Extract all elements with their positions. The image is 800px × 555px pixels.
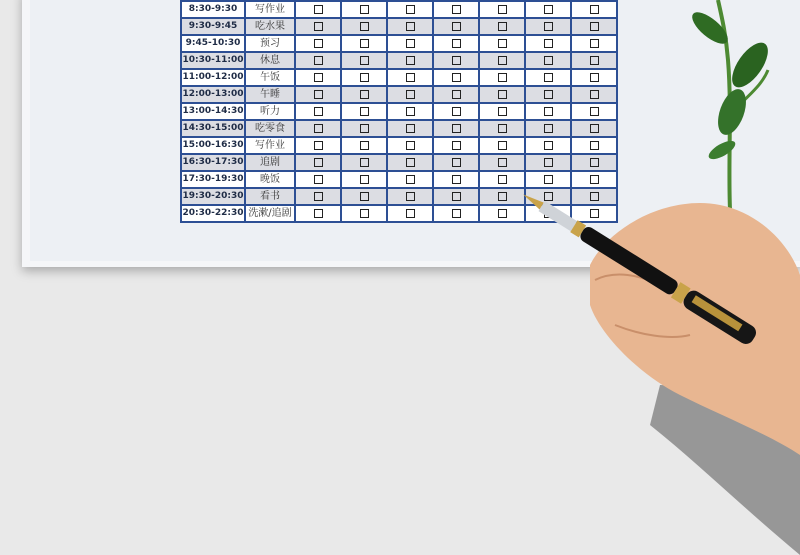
checkbox-cell [571,154,617,171]
checkbox[interactable] [452,124,461,133]
checkbox[interactable] [544,90,553,99]
checkbox[interactable] [452,22,461,31]
checkbox[interactable] [360,209,369,218]
checkbox[interactable] [452,192,461,201]
checkbox-cell [525,120,571,137]
checkbox[interactable] [360,5,369,14]
checkbox-cell [479,154,525,171]
checkbox-cell [341,205,387,222]
checkbox-cell [387,86,433,103]
checkbox-cell [387,103,433,120]
checkbox-cell [387,35,433,52]
checkbox-cell [479,52,525,69]
checkbox[interactable] [452,73,461,82]
checkbox-cell [433,205,479,222]
checkbox-cell [571,120,617,137]
time-cell: 10:30-11:00 [181,52,245,69]
checkbox[interactable] [406,56,415,65]
time-cell: 9:30-9:45 [181,18,245,35]
checkbox-cell [295,69,341,86]
checkbox-cell [571,52,617,69]
checkbox[interactable] [360,107,369,116]
checkbox[interactable] [406,90,415,99]
checkbox[interactable] [544,39,553,48]
checkbox[interactable] [498,107,507,116]
checkbox-cell [571,69,617,86]
table-row [181,35,617,52]
checkbox[interactable] [452,107,461,116]
checkbox-cell [433,1,479,18]
checkbox-cell [295,1,341,18]
checkbox-cell [387,154,433,171]
activity-cell: 午饭 [245,69,295,86]
checkbox[interactable] [360,90,369,99]
checkbox[interactable] [590,39,599,48]
checkbox-cell [433,86,479,103]
checkbox[interactable] [498,209,507,218]
checkbox[interactable] [590,107,599,116]
checkbox[interactable] [498,73,507,82]
checkbox[interactable] [406,192,415,201]
checkbox-cell [387,1,433,18]
checkbox[interactable] [314,56,323,65]
checkbox[interactable] [452,175,461,184]
checkbox[interactable] [498,5,507,14]
checkbox[interactable] [314,73,323,82]
time-cell: 17:30-19:30 [181,171,245,188]
time-cell: 20:30-22:30 [181,205,245,222]
checkbox-cell [387,120,433,137]
checkbox[interactable] [498,192,507,201]
checkbox-cell [433,103,479,120]
plant-branch-icon [670,0,800,210]
checkbox-cell [479,1,525,18]
checkbox[interactable] [498,175,507,184]
activity-cell: 晚饭 [245,171,295,188]
checkbox[interactable] [452,56,461,65]
table-row [181,69,617,86]
time-cell: 8:30-9:30 [181,1,245,18]
checkbox-cell [433,137,479,154]
checkbox-cell [341,18,387,35]
checkbox-cell [295,35,341,52]
checkbox[interactable] [314,158,323,167]
time-cell: 19:30-20:30 [181,188,245,205]
checkbox-cell [341,1,387,18]
checkbox-cell [295,171,341,188]
activity-cell: 洗漱/追剧 [245,205,295,222]
table-row [181,120,617,137]
checkbox[interactable] [406,124,415,133]
checkbox[interactable] [498,90,507,99]
checkbox-cell [341,103,387,120]
checkbox-cell [479,103,525,120]
checkbox-cell [525,1,571,18]
checkbox-cell [479,205,525,222]
checkbox-cell [387,188,433,205]
checkbox-cell [295,18,341,35]
checkbox-cell [387,18,433,35]
checkbox-cell [433,52,479,69]
checkbox-cell [525,18,571,35]
checkbox[interactable] [314,192,323,201]
checkbox[interactable] [590,175,599,184]
checkbox-cell [525,69,571,86]
checkbox-cell [387,137,433,154]
checkbox-cell [387,171,433,188]
checkbox-cell [295,188,341,205]
checkbox[interactable] [406,209,415,218]
time-cell: 9:45-10:30 [181,35,245,52]
activity-cell: 写作业 [245,137,295,154]
checkbox-cell [295,137,341,154]
checkbox-cell [295,52,341,69]
time-cell: 13:00-14:30 [181,103,245,120]
checkbox-cell [479,120,525,137]
checkbox-cell [341,120,387,137]
checkbox[interactable] [452,209,461,218]
checkbox[interactable] [544,56,553,65]
checkbox[interactable] [314,209,323,218]
checkbox[interactable] [544,107,553,116]
checkbox[interactable] [590,141,599,150]
checkbox[interactable] [314,124,323,133]
time-cell: 16:30-17:30 [181,154,245,171]
checkbox-cell [295,120,341,137]
checkbox-cell [571,1,617,18]
checkbox-cell [295,154,341,171]
checkbox-cell [433,120,479,137]
checkbox[interactable] [406,107,415,116]
time-cell: 15:00-16:30 [181,137,245,154]
checkbox[interactable] [360,39,369,48]
checkbox[interactable] [590,124,599,133]
checkbox[interactable] [498,39,507,48]
activity-cell: 看书 [245,188,295,205]
checkbox[interactable] [498,22,507,31]
checkbox[interactable] [544,175,553,184]
checkbox[interactable] [452,5,461,14]
checkbox[interactable] [360,73,369,82]
checkbox[interactable] [360,158,369,167]
checkbox[interactable] [544,141,553,150]
hand-holding-pen-icon [520,185,800,555]
checkbox[interactable] [314,39,323,48]
checkbox[interactable] [314,107,323,116]
checkbox-cell [479,69,525,86]
table-row [181,52,617,69]
checkbox[interactable] [590,56,599,65]
time-cell: 11:00-12:00 [181,69,245,86]
activity-cell: 追剧 [245,154,295,171]
checkbox-cell [479,18,525,35]
checkbox-cell [341,52,387,69]
checkbox[interactable] [360,175,369,184]
checkbox[interactable] [544,124,553,133]
checkbox[interactable] [544,22,553,31]
checkbox-cell [479,171,525,188]
checkbox[interactable] [360,192,369,201]
checkbox[interactable] [452,141,461,150]
checkbox-cell [387,69,433,86]
time-cell: 14:30-15:00 [181,120,245,137]
checkbox[interactable] [544,158,553,167]
table-row [181,18,617,35]
checkbox-cell [387,52,433,69]
checkbox-cell [525,154,571,171]
checkbox-cell [341,137,387,154]
checkbox[interactable] [360,56,369,65]
activity-cell: 休息 [245,52,295,69]
checkbox[interactable] [452,39,461,48]
checkbox-cell [295,205,341,222]
activity-cell: 吃水果 [245,18,295,35]
checkbox-cell [479,137,525,154]
checkbox-cell [479,86,525,103]
checkbox[interactable] [498,124,507,133]
checkbox[interactable] [498,141,507,150]
checkbox[interactable] [406,158,415,167]
checkbox-cell [479,188,525,205]
checkbox-cell [433,188,479,205]
table-row [181,137,617,154]
checkbox[interactable] [452,158,461,167]
checkbox-cell [525,52,571,69]
checkbox[interactable] [590,22,599,31]
checkbox[interactable] [314,5,323,14]
checkbox-cell [433,18,479,35]
checkbox[interactable] [406,22,415,31]
checkbox[interactable] [590,5,599,14]
activity-cell: 预习 [245,35,295,52]
checkbox[interactable] [544,73,553,82]
checkbox[interactable] [360,141,369,150]
checkbox-cell [433,154,479,171]
table-row [181,103,617,120]
checkbox-cell [387,205,433,222]
checkbox[interactable] [406,175,415,184]
checkbox[interactable] [406,141,415,150]
table-row [181,1,617,18]
checkbox-cell [341,154,387,171]
checkbox[interactable] [452,90,461,99]
checkbox[interactable] [406,73,415,82]
checkbox-cell [525,35,571,52]
activity-cell: 午睡 [245,86,295,103]
checkbox-cell [525,86,571,103]
checkbox[interactable] [314,141,323,150]
checkbox[interactable] [314,22,323,31]
checkbox-cell [433,171,479,188]
checkbox-cell [295,103,341,120]
checkbox-cell [571,137,617,154]
checkbox-cell [341,69,387,86]
checkbox-cell [341,188,387,205]
checkbox[interactable] [360,22,369,31]
activity-cell: 听力 [245,103,295,120]
table-row [181,86,617,103]
checkbox[interactable] [360,124,369,133]
checkbox-cell [341,35,387,52]
checkbox[interactable] [544,5,553,14]
checkbox-cell [571,18,617,35]
checkbox-cell [479,35,525,52]
checkbox-cell [571,35,617,52]
checkbox-cell [525,137,571,154]
checkbox[interactable] [314,175,323,184]
checkbox[interactable] [498,56,507,65]
activity-cell: 写作业 [245,1,295,18]
checkbox[interactable] [498,158,507,167]
checkbox-cell [341,86,387,103]
checkbox-cell [571,103,617,120]
checkbox-cell [525,103,571,120]
checkbox[interactable] [590,73,599,82]
checkbox-cell [295,86,341,103]
checkbox[interactable] [406,39,415,48]
checkbox[interactable] [406,5,415,14]
table-row [181,154,617,171]
checkbox-cell [433,69,479,86]
checkbox-cell [341,171,387,188]
time-cell: 12:00-13:00 [181,86,245,103]
checkbox[interactable] [590,90,599,99]
checkbox-cell [433,35,479,52]
checkbox[interactable] [590,158,599,167]
checkbox-cell [571,86,617,103]
activity-cell: 吃零食 [245,120,295,137]
checkbox[interactable] [314,90,323,99]
